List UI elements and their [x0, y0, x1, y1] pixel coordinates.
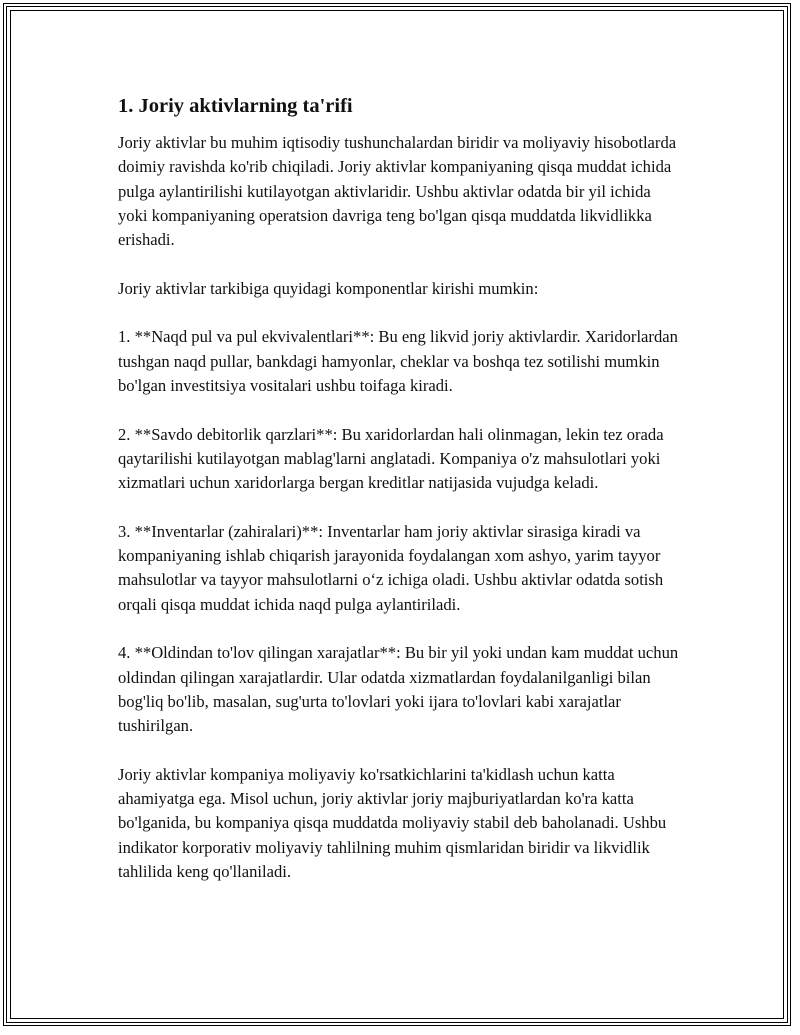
list-item-receivables: 2. **Savdo debitorlik qarzlari**: Bu xaridorlardan hali olinmagan, lekin tez orada qaytarilishi kutilayotgan mablag'larni anglatadi. Kompaniya o'z mahsulotlari yoki xizmatlari uchun xaridorlarga bergan kreditlar natijasida vujudga keladi.	[118, 424, 664, 493]
paragraph-conclusion: Joriy aktivlar kompaniya moliyaviy ko'rsatkichlarini ta'kidlash uchun katta ahamiyatga ega. Misol uchun, joriy aktivlar joriy majburiyatlardan ko'ra katta bo'lganida, bu kompaniya qisqa muddatda moliyaviy stabil deb baholanadi. Ushbu indikator korporativ moliyaviy tahlilning muhim qismlaridan biridir va likvidlik tahlilida keng qo'llaniladi.	[118, 764, 667, 881]
list-item-prepaid-expenses: 4. **Oldindan to'lov qilingan xarajatlar**: Bu bir yil yoki undan kam muddat uchun oldindan qilingan xarajatlardir. Ular odatda xizmatlardan foydalanilganligi bilan bog'liq bo'lib, masalan, sug'urta to'lovlari yoki ijara to'lovlari kabi xarajatlar tushirilgan.	[118, 643, 679, 736]
section-title: 1. Joriy aktivlarning ta'rifi	[118, 95, 353, 117]
list-item-cash: 1. **Naqd pul va pul ekvivalentlari**: Bu eng likvid joriy aktivlardir. Xaridorlardan tushgan naqd pullar, bankdagi hamyonlar, cheklar va boshqa tez sotilishi mumkin bo'lgan investitsiya vositalari ushbu toifaga kiradi.	[118, 327, 678, 395]
document-body	[118, 93, 683, 884]
list-item-inventory: 3. **Inventarlar (zahiralari)**: Inventarlar ham joriy aktivlar sirasiga kiradi va kompaniyaning ishlab chiqarish jarayonida foydalangan xom ashyo, yarim tayyor mahsulotlar va tayyor mahsulotlarni o‘z ichiga oladi. Ushbu aktivlar odatda sotish orqali qisqa muddat ichida naqd pulga aylantiriladi.	[118, 521, 664, 614]
paragraph-components-lead: Joriy aktivlar tarkibiga quyidagi komponentlar kirishi mumkin:	[118, 278, 539, 298]
paragraph-intro: Joriy aktivlar bu muhim iqtisodiy tushunchalardan biridir va moliyaviy hisobotlarda doimiy ravishda ko'rib chiqiladi. Joriy aktivlar kompaniyaning qisqa muddat ichida pulga aylantirilishi kutilayotgan aktivlaridir. Ushbu aktivlar odatda bir yil ichida yoki kompaniyaning operatsion davriga teng bo'lgan qisqa muddatda likvidlikka erishadi.	[118, 133, 677, 250]
